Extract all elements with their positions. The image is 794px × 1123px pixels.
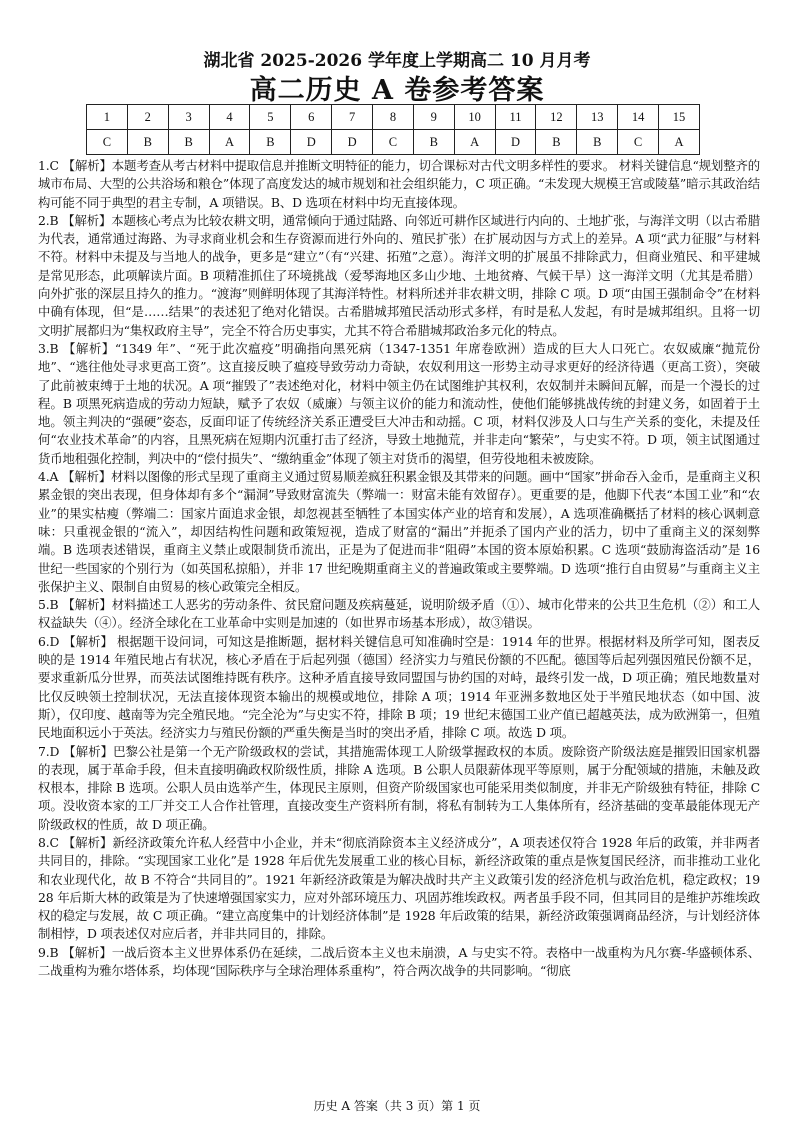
explanations xyxy=(38,157,760,980)
question-number: 13 xyxy=(577,105,618,130)
question-number-row xyxy=(87,105,700,130)
answer-letter: B xyxy=(577,130,618,155)
explanation-item: 5.B 【解析】材料描述工人恶劣的劳动条件、贫民窟问题及疾病蔓延，说明阶级矛盾（①）、城市化带来的公共卫生危机（②）和工人权益缺失（④）。经济全球化在工业革命中实则是加速的（如世界市场基本形成），故③错误。 xyxy=(38,597,760,631)
answer-letter: B xyxy=(127,130,168,155)
page-title: 高二历史 A 卷参考答案 xyxy=(249,75,545,106)
answer-letter: B xyxy=(536,130,577,155)
answer-table xyxy=(86,104,700,155)
question-number: 11 xyxy=(495,105,536,130)
answer-letter: A xyxy=(659,130,700,155)
answer-letter: C xyxy=(373,130,414,155)
question-number: 9 xyxy=(413,105,454,130)
answer-letter: D xyxy=(495,130,536,155)
question-number: 4 xyxy=(209,105,250,130)
question-number: 5 xyxy=(250,105,291,130)
question-number: 15 xyxy=(659,105,700,130)
explanation-item: 3.B 【解析】“1349 年”、“死于此次瘟疫”明确指向黑死病（1347-1351 年席卷欧洲）造成的巨大人口死亡。农奴威廉“抛荒份地”、“逃往他处寻求更高工资”。这直接反映了瘟疫导致劳动力奇缺，农奴利用这一形势主动寻求更好的经济待遇（更高工资），突破了此前被束缚于土地的状况。A 项“摧毁了”表述绝对化，材料中领主仍在试图维护其权利，农奴制并未瞬间瓦解，而是一个漫长的过程。B 项黑死病造成的劳动力短缺，赋予了农奴（威廉）与领主议价的能力和流动性，使他们能够挑战传统的封建义务，如固着于土地。领主判决的“强硬”姿态，反面印证了传统经济关系正遭受巨大冲击和动摇。C 项，材料仅涉及人口与生产关系的变化，未提及任何“农业技术革命”的内容，且黑死病在短期内沉重打击了经济，导致土地抛荒，并非走向“繁荣”，与史实不符。D 项，领主试图通过货币地租强化控制，判决中的“偿付损失”、“缴纳重金”体现了领主对货币的渴望，但劳役地租未被废除。 xyxy=(38,340,760,466)
question-number: 14 xyxy=(618,105,659,130)
question-number: 7 xyxy=(332,105,373,130)
answer-letter: B xyxy=(250,130,291,155)
explanation-item: 1.C 【解析】本题考查从考古材料中提取信息并推断文明特征的能力，切合课标对古代文明多样性的要求。 材料关键信息“规划整齐的城市布局、大型的公共浴场和粮仓”体现了高度发达的城市规划和社会组织能力，C 项正确。“未发现大规模王宫或陵墓”暗示其政治结构可能不同于典型的君主专制，A 项错误。B、D 选项在材料中均无直接体现。 xyxy=(38,158,760,210)
exam-title: 湖北省 2025-2026 学年度上学期高二 10 月月考 xyxy=(203,51,591,71)
explanation-item: 7.D 【解析】巴黎公社是第一个无产阶级政权的尝试，其措施需体现工人阶级掌握政权的本质。废除资产阶级法庭是摧毁旧国家机器的表现，属于革命手段，但未直接明确政权阶级性质，排除 A 选项。B 公职人员限薪体现平等原则，属于分配领域的措施，未触及政权根本，排除 B 选项。公职人员由选举产生，体现民主原则，但资产阶级国家也可能采用类似制度，并非无产阶级独有特征，排除 C 项。没收资本家的工厂并交工人合作社管理，直接改变生产资料所有制，将私有制转为工人集体所有，经济基础的变革最能体现无产阶级政权的性质，故 D 项正确。 xyxy=(38,743,760,832)
explanation-item: 4.A 【解析】材料以图像的形式呈现了重商主义通过贸易顺差疯狂积累金银及其带来的问题。画中“国家”拼命吞入金币，是重商主义积累金银的突出表现，但身体却有多个“漏洞”导致财富流失（弊端一：财富未能有效留存）。更重要的是，他脚下代表“本国工业”和“农业”的果实枯瘦（弊端二：国家片面追求金银，却忽视甚至牺牲了本国实体产业的培育和发展），A 选项准确概括了材料的核心讽刺意味：只重视金银的“流入”，却因结构性问题和政策短视，造成了财富的“漏出”并扼杀了国内产业的活力，切中了重商主义的深刻弊端。B 选项表述错误，重商主义禁止或限制货币流出，正是为了促进而非“阻碍”本国的资本原始积累。C 选项“鼓励海盗活动”是 16 世纪一些国家的个别行为（如英国私掠船），并非 17 世纪晚期重商主义的普遍政策或主要弊端。D 选项“推行自由贸易”与重商主义主张保护主义、限制自由贸易的核心政策完全相反。 xyxy=(38,469,760,594)
explanation-item: 2.B 【解析】本题核心考点为比较农耕文明，通常倾向于通过陆路、向邻近可耕作区域进行内向的、土地扩张，与海洋文明（以古希腊为代表，通常通过海路、为寻求商业机会和生存资源而进行外向的、殖民扩张）在扩展动因与方式上的差异。A 项“武力征服”与材料不符。材料中未提及与当地人的战争，更多是“建立”（有“兴建、拓殖”之意）。海洋文明的扩展虽不排除武力，但商业殖民、和平建城是常见形态，此项解读片面。B 项精准抓住了环境挑战（爱琴海地区多山少地、土地贫瘠、气候干旱）这一海洋文明（尤其是希腊）向外扩张的深层且持久的推力。“渡海”则鲜明体现了其海洋特性。材料所述并非农耕文明，排除 C 项。D 项“由国王强制命令”在材料中确有体现，但“是……结果”的表述犯了绝对化错误。古希腊城邦殖民活动形式多样，有时是私人发起，有时是城邦组织。且将一切文明扩展都归为“集权政府主导”，完全不符合历史事实，尤其不符合希腊城邦政治多元化的特点。 xyxy=(38,212,760,338)
question-number: 10 xyxy=(454,105,495,130)
question-number: 3 xyxy=(168,105,209,130)
answer-letter: D xyxy=(332,130,373,155)
answer-letter: C xyxy=(87,130,128,155)
answer-letter: B xyxy=(413,130,454,155)
question-number: 1 xyxy=(87,105,128,130)
answer-letter-row xyxy=(87,130,700,155)
question-number: 2 xyxy=(127,105,168,130)
page-footer: 历史 A 答案（共 3 页）第 1 页 xyxy=(313,1099,481,1113)
question-number: 8 xyxy=(373,105,414,130)
answer-letter: D xyxy=(291,130,332,155)
answer-letter: C xyxy=(618,130,659,155)
question-number: 12 xyxy=(536,105,577,130)
explanation-item: 8.C 【解析】新经济政策允许私人经营中小企业，并未“彻底消除资本主义经济成分”，A 项表述仅符合 1928 年后的政策，并非两者共同目的，排除。“实现国家工业化”是 1928 年后优先发展重工业的核心目标，新经济政策的重点是恢复国民经济，而非推动工业化和农业现代化，故 B 不符合“共同目的”。1921 年新经济政策是为解决战时共产主义政策引发的经济危机与政治危机，稳定政权；1928 年后斯大林的政策是为了快速增强国家实力，应对外部环境压力、巩固苏维埃政权。两者虽手段不同，但其同目的是维护苏维埃政权的稳定与发展，故 C 项正确。“建立高度集中的计划经济体制”是 1928 年后政策的结果，新经济政策强调商品经济，与计划经济体制相悖，D 项表述仅对应后者，并非共同目的，排除。 xyxy=(38,834,760,942)
question-number: 6 xyxy=(291,105,332,130)
answer-letter: A xyxy=(209,130,250,155)
explanation-item: 9.B 【解析】一战后资本主义世界体系仍在延续，二战后资本主义也未崩溃，A 与史实不符。表格中一战重构为凡尔赛-华盛顿体系、二战重构为雅尔塔体系，均体现“国际秩序与全球治理体系重构”，符合两次战争的共同影响。“彻底 xyxy=(38,944,760,979)
answer-letter: A xyxy=(454,130,495,155)
answer-letter: B xyxy=(168,130,209,155)
explanation-item: 6.D 【解析】 根据题干设问词，可知这是推断题，据材料关键信息可知准确时空是：1914 年的世界。根据材料及所学可知，图表反映的是 1914 年殖民地占有状况，核心矛盾在于后起列强（德国）经济实力与殖民份额的不匹配。德国等后起列强因殖民份额不足，要求重新瓜分世界，而英法试图维持既有秩序。这种矛盾直接导致同盟国与协约国的对峙，最终引发一战，D 项正确；殖民地数量对比仅反映领土控制状况，无法直接体现资本输出的规模或地位，排除 A 项；1914 年亚洲多数地区处于半殖民地状态（如中国、波斯），仅印度、越南等为完全殖民地。“完全沦为”与史实不符，排除 B 项；19 世纪末德国工业产值已超越英法，成为欧洲第一，但殖民地面积远小于英法。经济实力与殖民份额的严重失衡是当时的突出矛盾，排除 C 项。故选 D 项。 xyxy=(38,633,760,741)
